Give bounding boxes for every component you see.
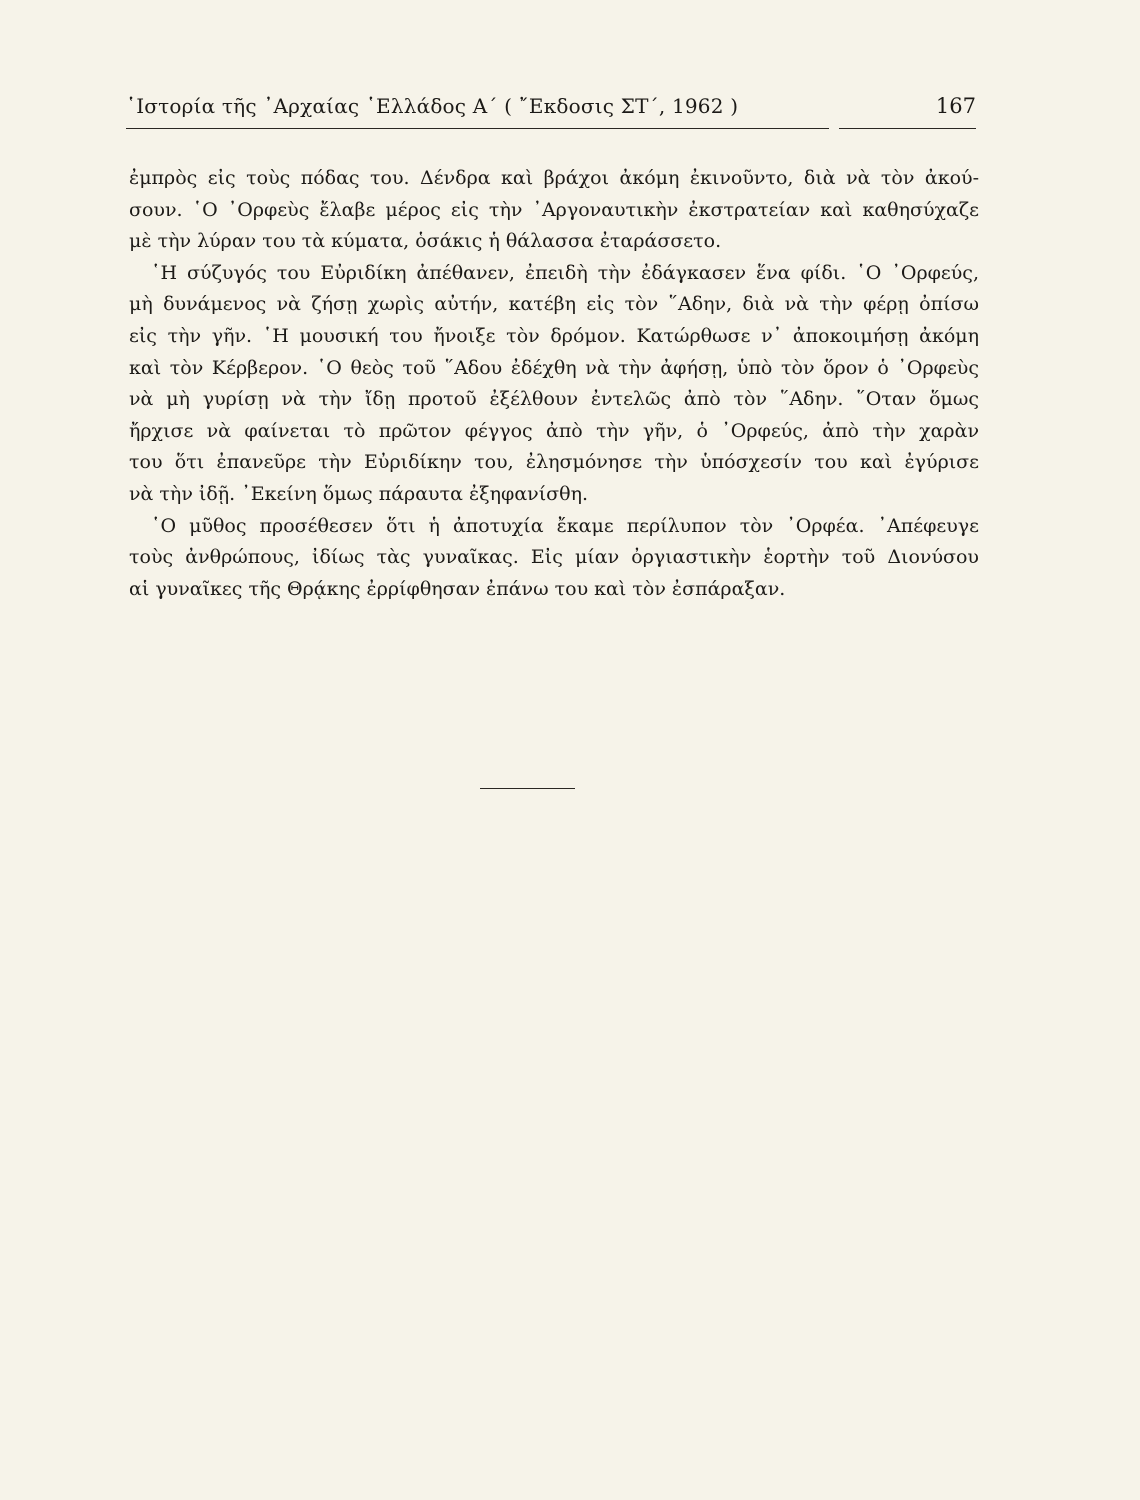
text-line: νὰ τὴν ἰδῇ. ᾿Εκείνη ὅμως πάραυτα ἐξηφανίσθη. — [129, 482, 588, 505]
text-line: ἤρχισε νὰ φαίνεται τὸ πρῶτον φέγγος ἀπὸ τὴν γῆν, ὁ ᾿Ορφεύς, ἀπὸ τὴν χαρὰν — [129, 419, 979, 442]
text-line: ῾Η σύζυγός του Εὐριδίκη ἀπέθανεν, ἐπειδὴ τὴν ἐδάγκασεν ἕνα φίδι. ῾Ο ᾿Ορφεύς, — [151, 261, 979, 284]
end-of-chapter-rule — [480, 788, 575, 789]
text-line: του ὅτι ἐπανεῦρε τὴν Εὐριδίκην του, ἐλησμόνησε τὴν ὑπόσχεσίν του καὶ ἐγύρισε — [129, 451, 979, 474]
text-line: τοὺς ἀνθρώπους, ἰδίως τὰς γυναῖκας. Εἰς μίαν ὀργιαστικὴν ἑορτὴν τοῦ Διονύσου — [129, 546, 979, 569]
text-line: καὶ τὸν Κέρβερον. ῾Ο θεὸς τοῦ ῞Αδου ἐδέχθη νὰ τὴν ἀφήσῃ, ὑπὸ τὸν ὅρον ὁ ᾿Ορφεὺς — [129, 356, 979, 379]
paragraph — [129, 511, 979, 606]
page-number: 167 — [935, 94, 976, 118]
paragraph — [129, 163, 979, 258]
text-line: ῾Ο μῦθος προσέθεσεν ὅτι ἡ ἀποτυχία ἔκαμε περίλυπον τὸν ᾿Ορφέα. ᾿Απέφευγε — [151, 514, 979, 537]
header-rule-right — [839, 128, 976, 129]
text-line: εἰς τὴν γῆν. ῾Η μουσική του ἤνοιξε τὸν δρόμον. Κατώρθωσε ν᾿ ἀποκοιμήσῃ ἀκόμη — [129, 324, 979, 347]
header-rule-left — [126, 128, 829, 129]
body-text — [129, 163, 979, 605]
text-line: μὴ δυνάμενος νὰ ζήσῃ χωρὶς αὐτήν, κατέβη εἰς τὸν ῞Αδην, διὰ νὰ τὴν φέρῃ ὀπίσω — [129, 293, 979, 316]
text-line: μὲ τὴν λύραν του τὰ κύματα, ὁσάκις ἡ θάλασσα ἐταράσσετο. — [129, 230, 722, 253]
page-header — [126, 94, 976, 130]
paragraph — [129, 258, 979, 511]
text-line: νὰ μὴ γυρίσῃ νὰ τὴν ἴδῃ προτοῦ ἐξέλθουν ἐντελῶς ἀπὸ τὸν ῞Αδην. ῞Οταν ὅμως — [129, 388, 979, 411]
text-line: σουν. ῾Ο ᾿Ορφεὺς ἔλαβε μέρος εἰς τὴν ᾿Αργοναυτικὴν ἐκστρατείαν καὶ καθησύχαζε — [129, 198, 979, 221]
text-line: αἱ γυναῖκες τῆς Θρᾴκης ἐρρίφθησαν ἐπάνω του καὶ τὸν ἐσπάραξαν. — [129, 577, 786, 600]
running-head: ῾Ιστορία τῆς ᾿Αρχαίας ῾Ελλάδος Α΄ ( ῎Εκδοσις ΣΤ΄, 1962 ) — [126, 94, 739, 118]
text-line: ἐμπρὸς εἰς τοὺς πόδας του. Δένδρα καὶ βράχοι ἀκόμη ἐκινοῦντο, διὰ νὰ τὸν ἀκού- — [129, 167, 979, 189]
